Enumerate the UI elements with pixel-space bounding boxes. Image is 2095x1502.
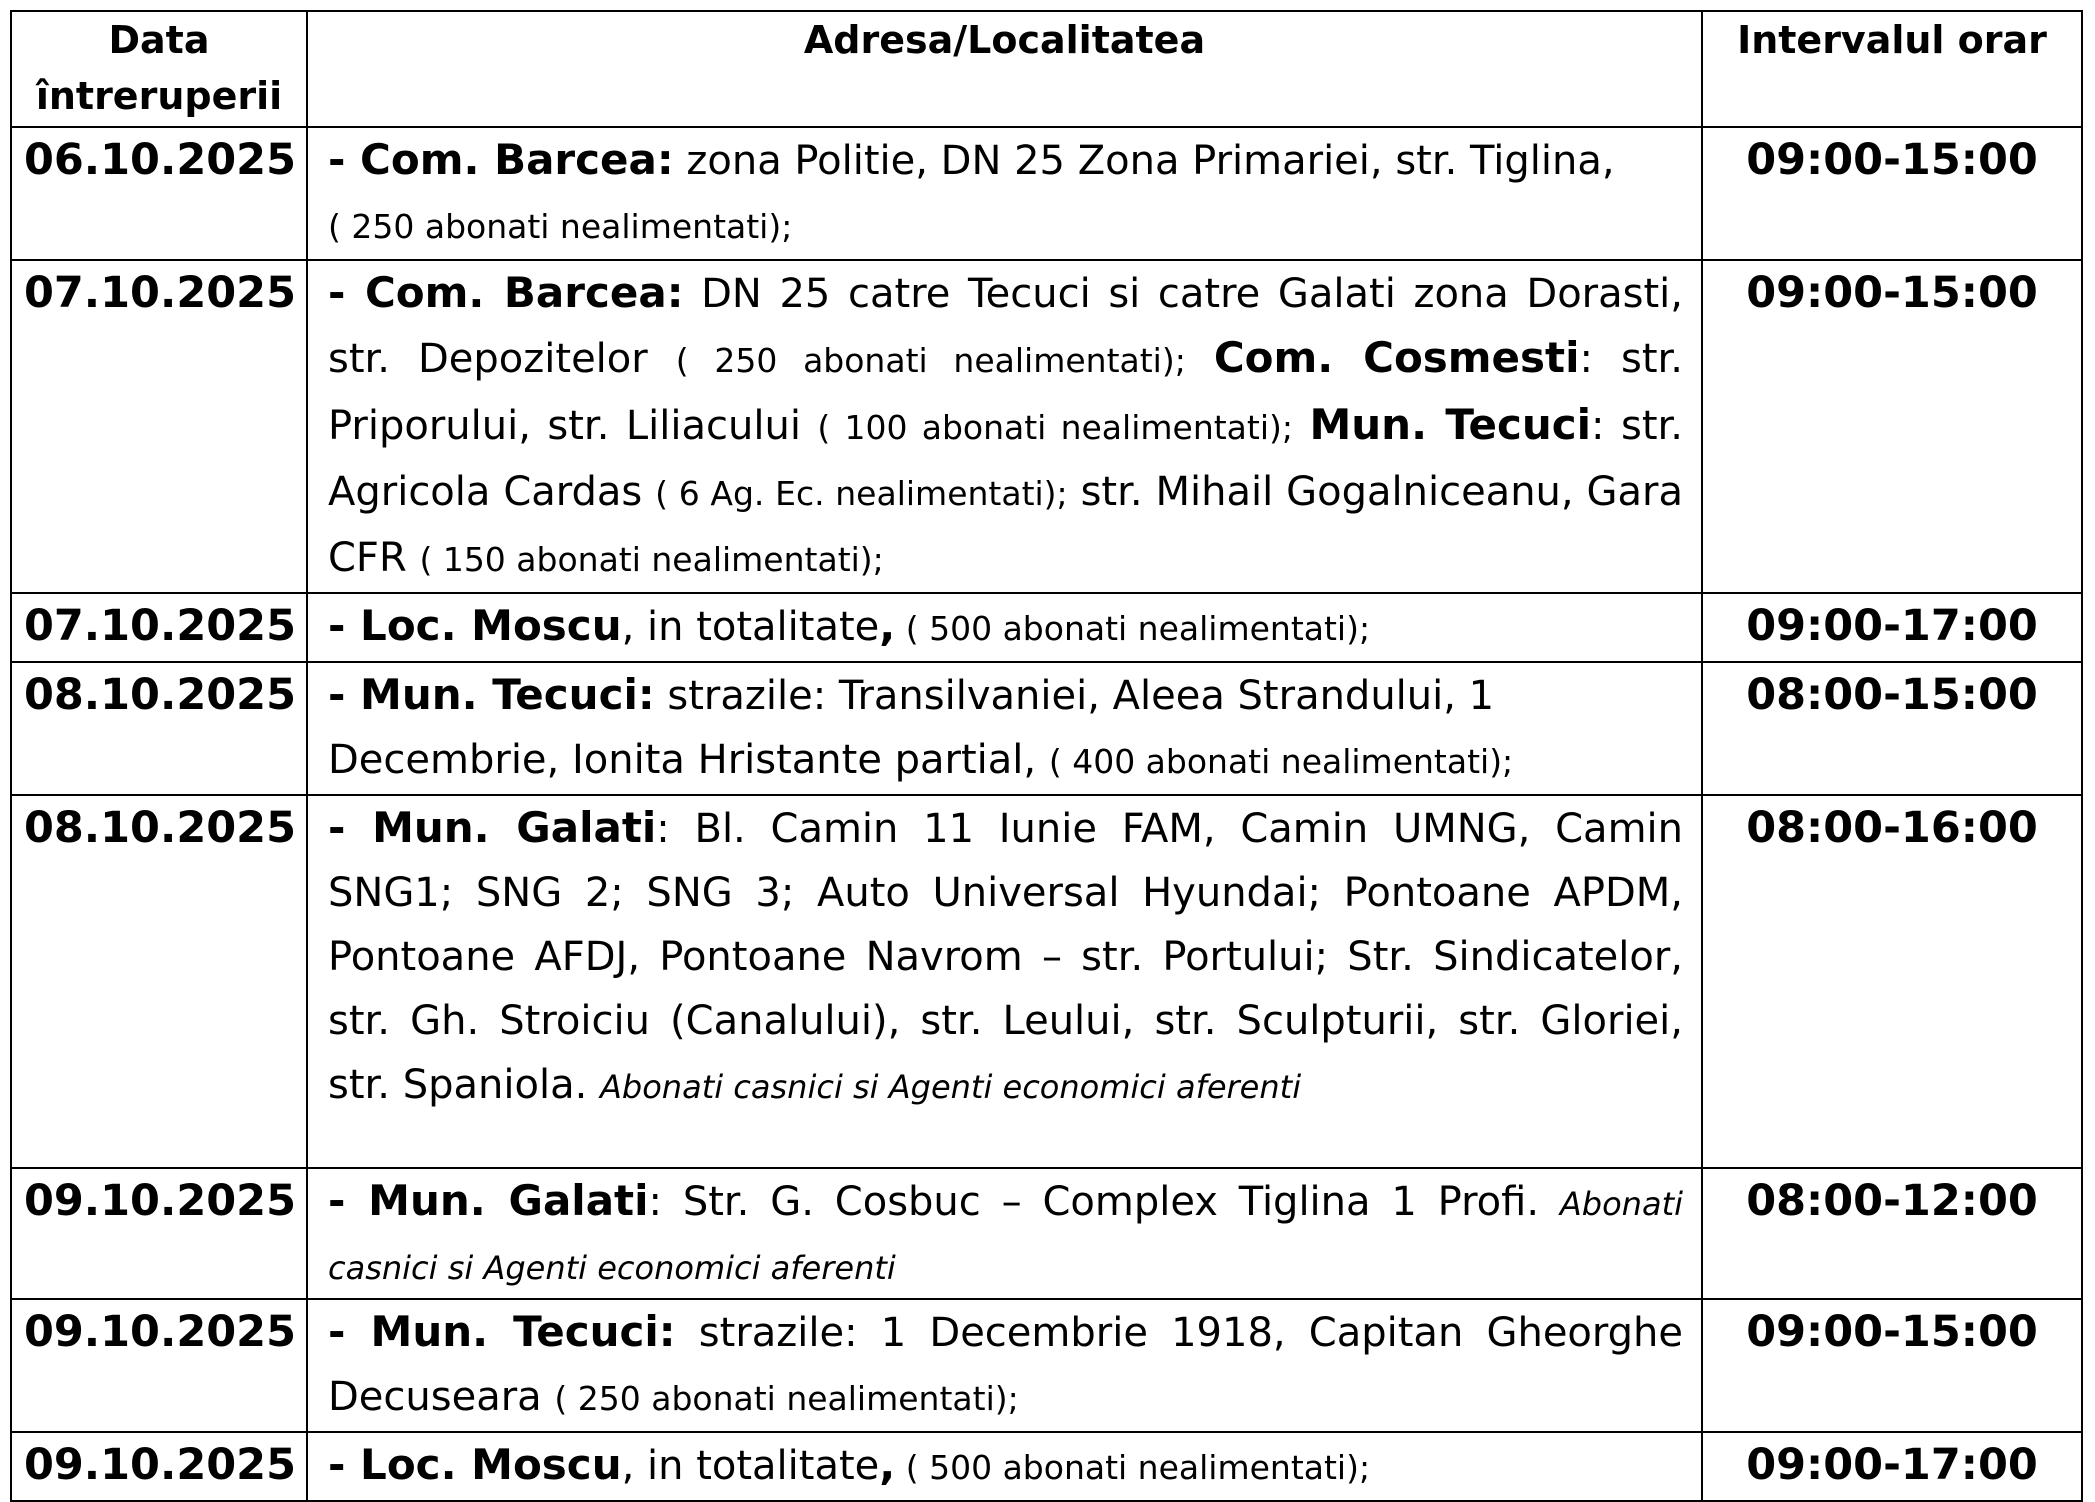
locality-label: Mun. Tecuci [1309, 400, 1592, 449]
locality-label: - Com. Barcea: [328, 268, 684, 317]
row-time: 09:00-17:00 [1702, 593, 2082, 662]
table-row [11, 1168, 2082, 1299]
subscriber-note: Abonati casnici si Agenti economici aferenti [600, 1068, 1302, 1106]
table-row [11, 1299, 2082, 1432]
row-time: 08:00-15:00 [1702, 662, 2082, 795]
subscriber-note: ( 100 abonati nealimentati); [817, 408, 1293, 447]
subscriber-note: ( 250 abonati nealimentati); [675, 341, 1186, 380]
locality-label: - Loc. Moscu [328, 1440, 622, 1489]
outage-table [10, 10, 2083, 1502]
row-date: 08.10.2025 [11, 795, 307, 1168]
header-address: Adresa/Localitatea [307, 11, 1702, 127]
locality-label: Com. Cosmesti [1213, 333, 1580, 382]
row-time: 08:00-12:00 [1702, 1168, 2082, 1299]
subscriber-note: ( 6 Ag. Ec. nealimentati); [655, 474, 1068, 513]
locality-label: - Com. Barcea: [328, 135, 674, 184]
row-time: 09:00-15:00 [1702, 127, 2082, 260]
row-date: 07.10.2025 [11, 593, 307, 662]
subscriber-note: ( 250 abonati nealimentati); [554, 1379, 1019, 1418]
row-address: - Mun. Galati: Str. G. Cosbuc – Complex Tiglina 1 Profi. Abonati casnici si Agenti economici aferenti [307, 1168, 1702, 1299]
locality-label: - Loc. Moscu [328, 601, 622, 650]
row-address: - Mun. Galati: Bl. Camin 11 Iunie FAM, Camin UMNG, Camin SNG1; SNG 2; SNG 3; Auto Universal Hyundai; Pontoane APDM, Pontoane AFDJ, Pontoane Navrom – str. Portului; Str. Sindicatelor, str. Gh. Stroiciu (Canalului), str. Leului, str. Sculpturii, str. Gloriei, str. Spaniola. Abonati casnici si Agenti economici aferenti [307, 795, 1702, 1168]
locality-label: - Mun. Galati [328, 803, 657, 852]
row-time: 08:00-16:00 [1702, 795, 2082, 1168]
row-date: 08.10.2025 [11, 662, 307, 795]
row-address: - Loc. Moscu, in totalitate, ( 500 abonati nealimentati); [307, 593, 1702, 662]
subscriber-note: ( 500 abonati nealimentati); [895, 609, 1371, 648]
header-date: Data întreruperii [11, 11, 307, 127]
subscriber-note: ( 150 abonati nealimentati); [419, 540, 884, 579]
row-address: - Com. Barcea: DN 25 catre Tecuci si catre Galati zona Dorasti, str. Depozitelor ( 250 abonati nealimentati); Com. Cosmesti: str. Priporului, str. Liliacului ( 100 abonati nealimentati); Mun. Tecuci: str. Agricola Cardas ( 6 Ag. Ec. nealimentati); str. Mihail Gogalniceanu, Gara CFR ( 150 abonati nealimentati); [307, 260, 1702, 593]
row-address: - Loc. Moscu, in totalitate, ( 500 abonati nealimentati); [307, 1432, 1702, 1501]
subscriber-note: Abonati casnici si Agenti economici aferenti [328, 1185, 1683, 1287]
locality-label: - Mun. Tecuci: [328, 670, 655, 719]
table-row [11, 593, 2082, 662]
header-row [11, 11, 2082, 127]
row-time: 09:00-15:00 [1702, 260, 2082, 593]
subscriber-note: ( 250 abonati nealimentati); [328, 207, 793, 246]
row-date: 09.10.2025 [11, 1299, 307, 1432]
row-date: 09.10.2025 [11, 1168, 307, 1299]
subscriber-note: ( 400 abonati nealimentati); [1048, 742, 1514, 781]
row-address: - Com. Barcea: zona Politie, DN 25 Zona Primariei, str. Tiglina, ( 250 abonati nealimentati); [307, 127, 1702, 260]
header-interval: Intervalul orar [1702, 11, 2082, 127]
locality-label: - Mun. Tecuci: [328, 1307, 676, 1356]
row-date: 09.10.2025 [11, 1432, 307, 1501]
row-time: 09:00-17:00 [1702, 1432, 2082, 1501]
row-date: 06.10.2025 [11, 127, 307, 260]
row-address: - Mun. Tecuci: strazile: 1 Decembrie 1918, Capitan Gheorghe Decuseara ( 250 abonati nealimentati); [307, 1299, 1702, 1432]
row-address: - Mun. Tecuci: strazile: Transilvaniei, Aleea Strandului, 1 Decembrie, Ionita Hristante partial, ( 400 abonati nealimentati); [307, 662, 1702, 795]
row-date: 07.10.2025 [11, 260, 307, 593]
table-row [11, 662, 2082, 795]
table-row [11, 1432, 2082, 1501]
table-row [11, 795, 2082, 1168]
subscriber-note: ( 500 abonati nealimentati); [895, 1448, 1371, 1487]
table-row [11, 260, 2082, 593]
locality-label: - Mun. Galati [328, 1176, 649, 1225]
table-row [11, 127, 2082, 260]
row-time: 09:00-15:00 [1702, 1299, 2082, 1432]
